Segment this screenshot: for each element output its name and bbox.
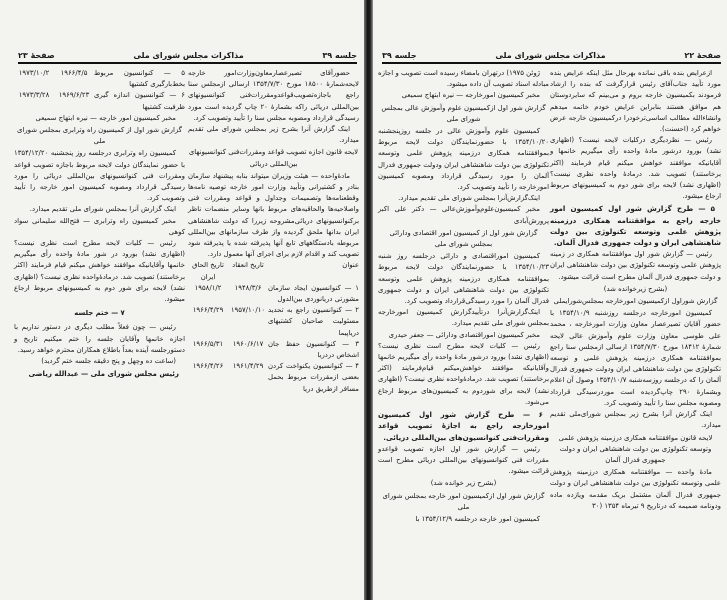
conclusion-date: ۱۹۶۰/۶/۱۷ [232, 339, 264, 348]
page-number: صفحهٔ ۲۲ [684, 50, 721, 60]
accession-date: ۱۹۷۳/۳/۲۸ [18, 91, 50, 100]
convention-title: ۵ — کنوانسیون مربوط بخط‌بارگیری کشتیها [94, 69, 185, 89]
table-row [188, 283, 359, 305]
table-row [188, 260, 359, 282]
paragraph: رئیس — گزارش شور اول موافقتنامه همکاری در زمینه پژوهش علمی وتوسعه تکنولوژی بین دولت شاهنشاهی ایران و دولت جمهوری فدرال آلمان مطرح است قرائت میشود. [550, 250, 721, 281]
agenda-item: رئیس مجلس شورای ملی — عبدالله ریاضی [28, 369, 179, 379]
column-left [378, 68, 549, 525]
page-right [374, 0, 727, 600]
column-left [14, 68, 185, 380]
conclusion-date: ۱۹۶۹/۶/۲۳ [58, 91, 90, 100]
conclusion-date: ۱۹۴۸/۳/۶ [234, 283, 262, 292]
convention-title: ۱ — کنوانسیون ایجاد سازمان مشورتی دریانوردی بین‌الدول [268, 283, 359, 304]
paragraph: مادهٔ واحده — موافقتنامه همکاری درزمینه پژوهش علمی وتوسعه تکنولوژی بین دولت شاهنشاهی ایران و دولت جمهوری فدرال آلمان مشتمل بریک مقدمه ویازده ماده ودونامه ضمیمه که درتاریخ ۹ تیرماه ۱۳۵۴ (۳۰ [550, 468, 721, 510]
paragraph: مخبر کمیسیون امور خارجه — نیره ابتهاج سمیعی [35, 113, 176, 122]
paragraph: لایحه قانون اجازه تصویب قواعد ومقررات‌فنی کنوانسیونهای بین‌المللی دریائی [188, 148, 359, 168]
table-row [14, 90, 185, 112]
paragraph: ازعرایض بنده باقی نمانده بهرحال مثل اینکه عرایض بنده مورد تأیید جناب‌آقای رئیس قرارگرفت که بنده را ارشاد فرمودند بکمیسیون خارجه بروم و می‌بینم که سایردوستان هم موافق هستند بنابراین عرایض خودم خاتمه میدهم وانشاءالله مطالب اساسی‌ترخودرا درکمیسیون خارجه عرض خواهم کرد (احسنت). [550, 69, 721, 134]
convention-title: ۲ — کنوانسیون راجع به تحدید مسئولیت صاحبان کشتیهای دریاپیما [268, 306, 359, 337]
table-row [14, 68, 185, 90]
paragraph: مخبر کمیسیون اموراقتصادی ودارائی — جعفر حیدری [388, 330, 540, 339]
conclusion-date: ۱۹۶۱/۴/۲۹ [232, 362, 264, 371]
paragraph: مخبر کمیسیون راه وترابری — فتح‌الله سلیمانی سواد کوهی [14, 216, 185, 236]
conclusion-date: تاریخ انعقاد [232, 261, 264, 270]
paragraph: کمیسیون امورخارجه درجلسه روزشنبه ۱۳۵۴/۱۰/۹ با حضور آقایان تصیرعصار معاون وزارت امورخارجه ، محمد علی طوسی معاون وزارت علوم وآموزش عالی لایحه شمارهٔ ۱۸۴۱۲ مورخ ۱۳۵۴/۷/۳۰ ارسالی ازمجلس سنا راجع بموافقتنامه همکاری درزمینه پژوهش علمی و توسعه تکنولوژی بین دولت شاهنشاهی ایران ودولت جمهوری فدرال آلمان را که درجلسه روزسه‌شنبه ۱۳۵۴/۱۰/۷ وصول آن اعلام وبشمارهٔ ۲۹۰ چاپ‌گردیده است موردرسیدگی قرارداد ومصوبه مجلس سنا را تأیید وتصویب کرد. [550, 309, 721, 407]
paragraph: لایحه قانون موافقتنامه همکاری درزمینه پژوهش علمی وتوسعه تکنولوژی بین دولت شاهنشاهی ایران و دولت جمهوری فدرال آلمان [558, 433, 713, 464]
running-title: مذاکرات مجلس شورای ملی [495, 50, 606, 60]
paragraph: مخبر کمیسیون‌علوم‌وآموزش‌عالی — دکتر علی اکبر پرورش‌آبادی [378, 205, 549, 225]
paragraph: رئیس — نظردیگری درکلیات لایحه نیست؟ (اظهاری نشد) بورود درشور مادهٔ واحده رأی میگیریم خانمها و آقایانیکه موافقند خواهش میکنم قیام فرمایند (اکثر برخاستند) تصویب شد. درمادهٔ واحده نظری نیست؟ (اظهاری نشد) لایحه برای شور دوم به کمیسیونهای مربوط ارجاع میشود. [550, 136, 721, 201]
paragraph: اینک گزارش آنرا بشرح زیر بمجلس شورای‌ملی تقدیم میدارد. [550, 410, 721, 430]
column-right [550, 68, 721, 512]
table-row [188, 361, 359, 395]
paragraph: اینک‌گزارش‌آنرا بمجلس شورای ملی تقدیم میدارد. [398, 194, 540, 203]
page-header [18, 48, 357, 64]
paragraph: کمیسیون علوم وآموزش عالی در جلسه روزپنجشنبه ۱۳۵۴/۱۰/۲۰ با حضورنمایندگان دولت لایحه مربوط بموافقتنامه همکاری درزمینه پژوهش علمی وتوسعه تکنولوژی بین دولت شاهنشاهی ایران ودولت جمهوری فدرال آلمان را مورد رسیدگی قرارداد ومصوبه کمیسیون امورخارجه را تأیید وتصویب کرد. [378, 127, 549, 192]
paragraph: کمیسیون راه وترابری درجلسه روز پنجشنبه ۱۳۵۴/۱۲/۲۰ با حضور نمایندگان دولت لایحه مربوط باجازه تصویب قواعد ومقررات فنی کنوانسیونهای بین‌المللی دریائی را مورد رسیدگی قرارداد ومصوبه کمیسیون امور خارجه را تأیید وتصویب کرد. [14, 149, 185, 203]
accession-date: تاریخ الحاق ایران [192, 261, 224, 281]
paragraph: اینک گزارش آنرا بشرح زیر بمجلس شورای ملی تقدیم میدارد. [188, 125, 359, 145]
paragraph: گزارش شور اول ازکمیسیون امور خارجه بمجلس شورای ملی [382, 491, 545, 511]
convention-title: ۴ — کنوانسیون یکنواخت کردن بعضی ازمقررات مربوط بحمل مسافر ازطریق دریا [268, 362, 359, 393]
running-title: مذاکرات مجلس شورای ملی [133, 50, 244, 60]
session-number: جلسه ۳۹ [322, 50, 357, 60]
book-gutter [364, 0, 373, 600]
paragraph: اینک گزارش آنرا بمجلس شورای ملی تقدیم میدارد. [29, 205, 176, 214]
session-number: جلسه ۳۹ [382, 50, 417, 60]
accession-date: ۱۹۶۶/۴/۲۹ [192, 306, 224, 315]
convention-table [14, 68, 185, 113]
agenda-item: ۶ — طرح گزارش شور اول کمیسیون امورخارجه راجع به اجازهٔ تصویب قواعد ومقررات‌فنی کنوانسیون‌های بین‌المللی دریائی. [378, 410, 549, 442]
paragraph: (بشرح زیر خوانده شد) [430, 479, 497, 488]
column-right [188, 68, 359, 395]
convention-title: ۳ — کنوانسیون حفظ جان اشخاص دردریا [268, 339, 359, 360]
accession-date: ۱۹۶۶/۴/۲۶ [192, 362, 224, 371]
page-header [382, 48, 721, 64]
paragraph: گزارش شوراول ازکمیسیون امورخارجه بمجلس‌شورایملی [553, 297, 718, 306]
paragraph: گزارش شور اول ازکمیسیون علوم وآموزش عالی بمجلس شورای ملی [381, 103, 546, 123]
paragraph: اینک‌گزارش‌آنرا درتأیید‌گزارش کمیسیون امورخارجه بمجلس شورای ملی تقدیم میدارد. [378, 308, 549, 328]
paragraph: (بشرح زیرخوانده شد) [603, 284, 668, 293]
paragraph: ژوئن ۱۹۷۵) درتهران بامضاء رسیده است تصویب و اجازه مبادله اسناد تصویب آن داده میشود. [378, 69, 549, 89]
paragraph: کمیسیون امور خارجه درجلسه ۱۳۵۴/۱۲/۹ با [415, 514, 540, 523]
paragraph: رئیس — گزارش شور اول اجازه تصویب قواعدو مقررات فنی کنوانسیونهای بین‌المللی دریائی مطرح است قرائت میشود. [378, 444, 549, 476]
conclusion-date: ۱۹۶۶/۴/۵ [60, 69, 88, 77]
convention-title: ۶ — کنوانسیون اندازه گیری ظرفیت کشتیها [94, 91, 185, 111]
paragraph: گزارش شور اول از کمیسیون امور اقتصادی ودارائی بمجلس شورای ملی [389, 228, 538, 249]
accession-date: ۱۹۷۳/۱۰/۲ [18, 69, 50, 77]
paragraph: (ساعت ده وچهل و پنج دقیقه جلسه ختم گردید) [41, 357, 176, 366]
paragraph: مادهٔ‌واحده — هیئت وزیران میتواند بنابه پیشنهاد سازمان بنادر و کشتیرانی وتأیید وزارت امور خارجه توصیه نامه‌ها وقطعنامه‌ها وتصمیمات وجداول و قواعد ومقررات فنی واصلاحیه‌ها والحاقیه‌های مربوط بانها وسایر منضمات ناظر برکنوانسیونهای دریائی‌مشروحه زیررا که دولت شاهنشاهی ایران بدانها ملحق گردیده واز طرف سازمانهای بین‌المللی مربوطه بادستگاههای تابع آنها پذیرفته شده یا پذیرفته شود تصویب کند و اقدام لازم برای اجرای آنها معمول دارد. [188, 171, 359, 259]
paragraph: رئیس — چون فعلاً مطلب دیگری در دستور نداریم با اجازه خانمها وآقایان جلسه را ختم میکنیم تاریخ و دستورجلسه آینده بعداً باطلاع همکاران محترم خواهد رسید. [14, 323, 185, 354]
paragraph: رئیس — کلیات لایحه مطرح است نظری نیست؟ (اظهاری نشد) بورود درشور مادهٔ واحده رأی میگیریم خانمها وآقایانیکه موافقند خواهش‌میکنم قیام‌فرمایند (اکثر برخاستند) تصویب شد. درمادهٔ‌واحده نظری نیست؟ (اظهاری نشد) لایحه برای شوردوم به کمیسیون‌های مربوط ارجاع می‌شود. [378, 341, 549, 406]
table-row [188, 305, 359, 339]
agenda-item: ۵ — طرح گزارش شور اول کمیسیون امور خارجه راجع به موافقتنامه همکاری درزمینه پژوهش علمی وتوسعه تکنولوژی بین دولت شاهنشاهی ایران و دولت جمهوری فدرال آلمان. [550, 204, 721, 248]
accession-date: ۱۹۶۶/۵/۳۱ [192, 339, 224, 348]
accession-date: ۱۹۵۸/۱/۲ [194, 283, 222, 292]
paragraph: کمیسیون اموراقتصادی و دارائی درجلسه روز شنبه ۱۳۵۴/۱۰/۲۳ با حضورنمایندگان دولت لایحه مربوط بموافقتنامه همکاری درزمینه پژوهش علمی وتوسعه تکنولوژی بین دولت شاهنشاهی ایران و دولت جمهوری فدرال آلمان را مورد رسیدگی‌قرارداد وتصویب کرد. [378, 252, 549, 306]
convention-table [188, 260, 359, 394]
paragraph: رئیس — کلیات لایحه مطرح است نظری نیست؟ (اظهاری نشد) بورود در شور مادهٔ واحده رأی میگیریم خانمها وآقایانیکه موافقند خواهش میکنم قیام فرمایند (اکثر برخاستند) تصویب شد. درمادهٔ‌واحده نظری نیست؟ (اظهاری نشد) لایحه برای شور دوم به کمیسیونهای مربوط ارجاع میشود. [14, 239, 185, 304]
paragraph: گزارش شور اول از کمیسیون راه وترابری بمجلس شورای ملی [17, 126, 182, 146]
paragraph: مخبر کمیسیون امورخارجه — نیره ابتهاج سمیعی [401, 91, 540, 100]
conclusion-date: ۱۹۵۷/۱۰/۱۰ [230, 306, 266, 315]
section-heading: ۷ — ختم جلسه [74, 309, 125, 318]
page-number: صفحهٔ ۲۳ [18, 50, 55, 60]
convention-title: عنوان [342, 261, 359, 270]
table-row [188, 339, 359, 361]
paragraph: حضورآقای تصیرعصارمعاون‌وزارت‌امور خارجه لایحه‌شمارهٔ ۱۸۵۰۰ مورخ ۱۳۵۴/۷/۳۰ ارسالی ازمجلس سنا راجع باجازه‌تصویب‌قواعدومقررات‌فنی کنوانسیونهای بین‌المللی دریائی راکه بشمارهٔ ۲۰ چاپ گردیده است مورد رسیدگی قرارداد ومصوبه مجلس سنا را تأیید وتصویب کرد. [188, 69, 359, 122]
